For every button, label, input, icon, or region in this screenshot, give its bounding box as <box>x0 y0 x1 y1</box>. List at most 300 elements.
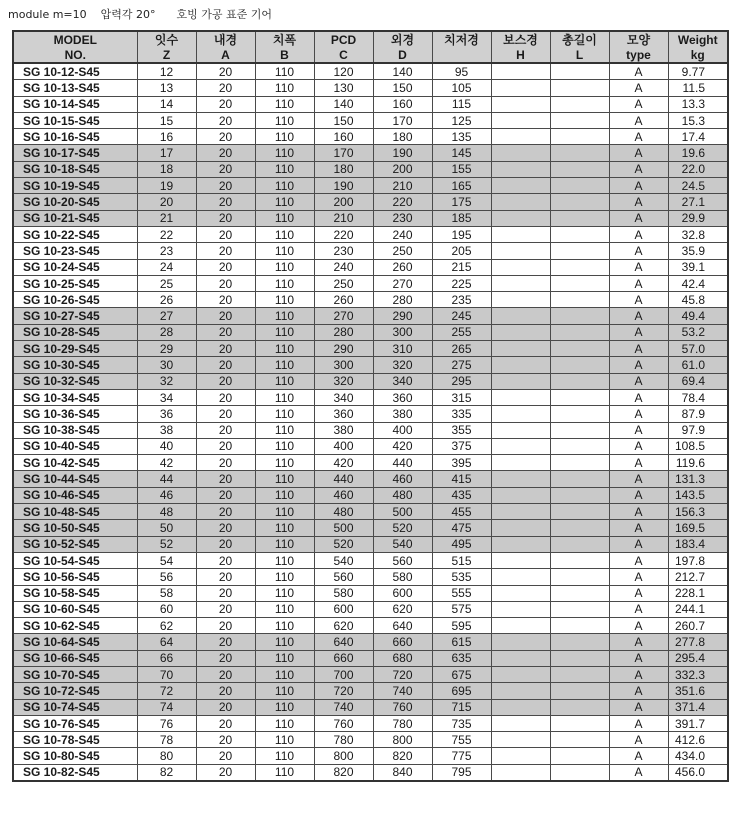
cell-shape: A <box>609 373 668 389</box>
cell-teeth: 13 <box>137 80 196 96</box>
cell-root-diameter: 395 <box>432 455 491 471</box>
cell-shape: A <box>609 699 668 715</box>
cell-model: SG 10-58-S45 <box>13 585 137 601</box>
cell-teeth: 12 <box>137 63 196 80</box>
cell-shape: A <box>609 63 668 80</box>
cell-outer-diameter: 780 <box>373 715 432 731</box>
cell-total-length <box>550 80 609 96</box>
cell-outer-diameter: 140 <box>373 63 432 80</box>
col-header-weight: Weight <box>668 31 728 47</box>
cell-face-width: 110 <box>255 715 314 731</box>
cell-teeth: 58 <box>137 585 196 601</box>
cell-boss-diameter <box>491 292 550 308</box>
cell-weight: 183.4 <box>668 536 728 552</box>
cell-pcd: 740 <box>314 699 373 715</box>
cell-shape: A <box>609 178 668 194</box>
cell-root-diameter: 735 <box>432 715 491 731</box>
cell-face-width: 110 <box>255 699 314 715</box>
cell-pcd: 560 <box>314 569 373 585</box>
cell-outer-diameter: 260 <box>373 259 432 275</box>
cell-total-length <box>550 406 609 422</box>
cell-model: SG 10-24-S45 <box>13 259 137 275</box>
cell-total-length <box>550 520 609 536</box>
table-row <box>13 292 728 308</box>
cell-root-diameter: 555 <box>432 585 491 601</box>
cell-weight: 351.6 <box>668 683 728 699</box>
cell-outer-diameter: 520 <box>373 520 432 536</box>
cell-boss-diameter <box>491 552 550 568</box>
cell-model: SG 10-20-S45 <box>13 194 137 210</box>
cell-bore: 20 <box>196 601 255 617</box>
cell-outer-diameter: 580 <box>373 569 432 585</box>
table-header <box>13 31 728 63</box>
cell-pcd: 180 <box>314 161 373 177</box>
cell-model: SG 10-14-S45 <box>13 96 137 112</box>
cell-teeth: 17 <box>137 145 196 161</box>
cell-teeth: 54 <box>137 552 196 568</box>
cell-shape: A <box>609 210 668 226</box>
table-row <box>13 161 728 177</box>
cell-weight: 22.0 <box>668 161 728 177</box>
table-row <box>13 699 728 715</box>
cell-face-width: 110 <box>255 438 314 454</box>
cell-root-diameter: 245 <box>432 308 491 324</box>
table-row <box>13 275 728 291</box>
cell-root-diameter: 475 <box>432 520 491 536</box>
table-row <box>13 194 728 210</box>
cell-weight: 244.1 <box>668 601 728 617</box>
cell-total-length <box>550 389 609 405</box>
cell-outer-diameter: 320 <box>373 357 432 373</box>
cell-teeth: 52 <box>137 536 196 552</box>
cell-pcd: 320 <box>314 373 373 389</box>
cell-shape: A <box>609 129 668 145</box>
cell-teeth: 20 <box>137 194 196 210</box>
cell-pcd: 440 <box>314 471 373 487</box>
cell-total-length <box>550 112 609 128</box>
cell-pcd: 260 <box>314 292 373 308</box>
cell-total-length <box>550 226 609 242</box>
cell-teeth: 25 <box>137 275 196 291</box>
cell-pcd: 380 <box>314 422 373 438</box>
cell-outer-diameter: 200 <box>373 161 432 177</box>
cell-model: SG 10-25-S45 <box>13 275 137 291</box>
cell-boss-diameter <box>491 357 550 373</box>
table-row <box>13 373 728 389</box>
cell-weight: 24.5 <box>668 178 728 194</box>
cell-model: SG 10-16-S45 <box>13 129 137 145</box>
cell-model: SG 10-62-S45 <box>13 618 137 634</box>
cell-pcd: 230 <box>314 243 373 259</box>
cell-root-diameter: 535 <box>432 569 491 585</box>
cell-weight: 61.0 <box>668 357 728 373</box>
cell-bore: 20 <box>196 618 255 634</box>
cell-total-length <box>550 504 609 520</box>
cell-face-width: 110 <box>255 292 314 308</box>
cell-shape: A <box>609 96 668 112</box>
cell-outer-diameter: 440 <box>373 455 432 471</box>
cell-boss-diameter <box>491 63 550 80</box>
cell-weight: 17.4 <box>668 129 728 145</box>
table-row <box>13 536 728 552</box>
cell-pcd: 520 <box>314 536 373 552</box>
cell-pcd: 270 <box>314 308 373 324</box>
table-row <box>13 259 728 275</box>
cell-model: SG 10-74-S45 <box>13 699 137 715</box>
cell-total-length <box>550 634 609 650</box>
cell-face-width: 110 <box>255 634 314 650</box>
cell-shape: A <box>609 422 668 438</box>
cell-teeth: 19 <box>137 178 196 194</box>
cell-teeth: 44 <box>137 471 196 487</box>
col-subheader-pcd: C <box>314 47 373 63</box>
cell-model: SG 10-18-S45 <box>13 161 137 177</box>
cell-teeth: 28 <box>137 324 196 340</box>
cell-shape: A <box>609 569 668 585</box>
cell-teeth: 40 <box>137 438 196 454</box>
cell-boss-diameter <box>491 308 550 324</box>
cell-teeth: 15 <box>137 112 196 128</box>
cell-pcd: 300 <box>314 357 373 373</box>
cell-model: SG 10-23-S45 <box>13 243 137 259</box>
cell-boss-diameter <box>491 569 550 585</box>
cell-outer-diameter: 540 <box>373 536 432 552</box>
cell-root-diameter: 755 <box>432 732 491 748</box>
cell-boss-diameter <box>491 732 550 748</box>
cell-teeth: 80 <box>137 748 196 764</box>
cell-face-width: 110 <box>255 422 314 438</box>
cell-pcd: 120 <box>314 63 373 80</box>
cell-boss-diameter <box>491 194 550 210</box>
cell-face-width: 110 <box>255 129 314 145</box>
cell-outer-diameter: 210 <box>373 178 432 194</box>
cell-pcd: 360 <box>314 406 373 422</box>
cell-face-width: 110 <box>255 764 314 781</box>
cell-root-diameter: 355 <box>432 422 491 438</box>
cell-boss-diameter <box>491 389 550 405</box>
cell-pcd: 640 <box>314 634 373 650</box>
cell-root-diameter: 235 <box>432 292 491 308</box>
cell-boss-diameter <box>491 618 550 634</box>
cell-boss-diameter <box>491 487 550 503</box>
cell-model: SG 10-78-S45 <box>13 732 137 748</box>
table-row <box>13 634 728 650</box>
cell-root-diameter: 595 <box>432 618 491 634</box>
cell-boss-diameter <box>491 145 550 161</box>
table-row <box>13 650 728 666</box>
cell-bore: 20 <box>196 504 255 520</box>
cell-bore: 20 <box>196 324 255 340</box>
cell-root-diameter: 335 <box>432 406 491 422</box>
cell-total-length <box>550 487 609 503</box>
cell-total-length <box>550 194 609 210</box>
cell-model: SG 10-36-S45 <box>13 406 137 422</box>
table-row <box>13 455 728 471</box>
cell-weight: 97.9 <box>668 422 728 438</box>
cell-boss-diameter <box>491 748 550 764</box>
cell-model: SG 10-21-S45 <box>13 210 137 226</box>
col-subheader-model: NO. <box>13 47 137 63</box>
cell-weight: 197.8 <box>668 552 728 568</box>
cell-face-width: 110 <box>255 601 314 617</box>
cell-model: SG 10-52-S45 <box>13 536 137 552</box>
cell-boss-diameter <box>491 634 550 650</box>
cell-model: SG 10-28-S45 <box>13 324 137 340</box>
cell-model: SG 10-50-S45 <box>13 520 137 536</box>
cell-outer-diameter: 420 <box>373 438 432 454</box>
cell-shape: A <box>609 226 668 242</box>
cell-pcd: 340 <box>314 389 373 405</box>
cell-model: SG 10-26-S45 <box>13 292 137 308</box>
cell-total-length <box>550 259 609 275</box>
cell-weight: 53.2 <box>668 324 728 340</box>
cell-bore: 20 <box>196 194 255 210</box>
col-subheader-shape: type <box>609 47 668 63</box>
cell-face-width: 110 <box>255 618 314 634</box>
cell-weight: 108.5 <box>668 438 728 454</box>
cell-teeth: 66 <box>137 650 196 666</box>
cell-root-diameter: 215 <box>432 259 491 275</box>
cell-model: SG 10-32-S45 <box>13 373 137 389</box>
cell-teeth: 23 <box>137 243 196 259</box>
cell-shape: A <box>609 406 668 422</box>
cell-shape: A <box>609 585 668 601</box>
cell-face-width: 110 <box>255 732 314 748</box>
cell-shape: A <box>609 455 668 471</box>
cell-outer-diameter: 620 <box>373 601 432 617</box>
cell-root-diameter: 145 <box>432 145 491 161</box>
cell-bore: 20 <box>196 715 255 731</box>
cell-total-length <box>550 178 609 194</box>
table-row <box>13 324 728 340</box>
cell-outer-diameter: 250 <box>373 243 432 259</box>
cell-weight: 277.8 <box>668 634 728 650</box>
cell-face-width: 110 <box>255 226 314 242</box>
cell-total-length <box>550 618 609 634</box>
cell-bore: 20 <box>196 96 255 112</box>
cell-total-length <box>550 601 609 617</box>
cell-total-length <box>550 210 609 226</box>
cell-pcd: 190 <box>314 178 373 194</box>
cell-teeth: 22 <box>137 226 196 242</box>
cell-weight: 169.5 <box>668 520 728 536</box>
cell-bore: 20 <box>196 178 255 194</box>
table-row <box>13 422 728 438</box>
cell-outer-diameter: 170 <box>373 112 432 128</box>
table-row <box>13 406 728 422</box>
cell-boss-diameter <box>491 438 550 454</box>
cell-weight: 371.4 <box>668 699 728 715</box>
cell-boss-diameter <box>491 80 550 96</box>
cell-shape: A <box>609 536 668 552</box>
cell-weight: 39.1 <box>668 259 728 275</box>
table-row <box>13 357 728 373</box>
cell-bore: 20 <box>196 585 255 601</box>
cell-total-length <box>550 292 609 308</box>
cell-boss-diameter <box>491 275 550 291</box>
cell-outer-diameter: 240 <box>373 226 432 242</box>
cell-pcd: 420 <box>314 455 373 471</box>
cell-weight: 57.0 <box>668 341 728 357</box>
cell-shape: A <box>609 552 668 568</box>
cell-total-length <box>550 666 609 682</box>
table-row <box>13 129 728 145</box>
cell-weight: 119.6 <box>668 455 728 471</box>
cell-model: SG 10-56-S45 <box>13 569 137 585</box>
cell-root-diameter: 675 <box>432 666 491 682</box>
cell-boss-diameter <box>491 471 550 487</box>
cell-bore: 20 <box>196 63 255 80</box>
cell-total-length <box>550 471 609 487</box>
cell-face-width: 110 <box>255 520 314 536</box>
cell-shape: A <box>609 634 668 650</box>
table-row <box>13 569 728 585</box>
cell-bore: 20 <box>196 275 255 291</box>
cell-weight: 434.0 <box>668 748 728 764</box>
table-row <box>13 601 728 617</box>
cell-face-width: 110 <box>255 308 314 324</box>
cell-outer-diameter: 220 <box>373 194 432 210</box>
cell-teeth: 74 <box>137 699 196 715</box>
cell-root-diameter: 125 <box>432 112 491 128</box>
cell-teeth: 64 <box>137 634 196 650</box>
col-header-model: MODEL <box>13 31 137 47</box>
col-subheader-weight: kg <box>668 47 728 63</box>
cell-teeth: 26 <box>137 292 196 308</box>
cell-face-width: 110 <box>255 683 314 699</box>
table-row <box>13 732 728 748</box>
cell-weight: 13.3 <box>668 96 728 112</box>
cell-total-length <box>550 161 609 177</box>
cell-teeth: 27 <box>137 308 196 324</box>
cell-teeth: 56 <box>137 569 196 585</box>
table-row <box>13 341 728 357</box>
cell-face-width: 110 <box>255 389 314 405</box>
cell-boss-diameter <box>491 112 550 128</box>
cell-face-width: 110 <box>255 650 314 666</box>
cell-weight: 228.1 <box>668 585 728 601</box>
table-row <box>13 308 728 324</box>
cell-face-width: 110 <box>255 194 314 210</box>
cell-root-diameter: 415 <box>432 471 491 487</box>
cell-face-width: 110 <box>255 259 314 275</box>
cell-boss-diameter <box>491 96 550 112</box>
col-subheader-total-length: L <box>550 47 609 63</box>
cell-boss-diameter <box>491 764 550 781</box>
cell-outer-diameter: 600 <box>373 585 432 601</box>
table-row <box>13 80 728 96</box>
col-subheader-root-diameter <box>432 47 491 63</box>
cell-outer-diameter: 460 <box>373 471 432 487</box>
col-header-boss-diameter: 보스경 <box>491 31 550 47</box>
table-row <box>13 618 728 634</box>
cell-root-diameter: 615 <box>432 634 491 650</box>
cell-face-width: 110 <box>255 552 314 568</box>
cell-bore: 20 <box>196 569 255 585</box>
cell-teeth: 48 <box>137 504 196 520</box>
table-row <box>13 243 728 259</box>
cell-root-diameter: 165 <box>432 178 491 194</box>
cell-bore: 20 <box>196 634 255 650</box>
table-body <box>13 63 728 781</box>
cell-root-diameter: 455 <box>432 504 491 520</box>
cell-pcd: 540 <box>314 552 373 568</box>
cell-outer-diameter: 400 <box>373 422 432 438</box>
cell-shape: A <box>609 275 668 291</box>
cell-teeth: 30 <box>137 357 196 373</box>
cell-shape: A <box>609 666 668 682</box>
col-header-outer-diameter: 외경 <box>373 31 432 47</box>
cell-bore: 20 <box>196 422 255 438</box>
cell-outer-diameter: 380 <box>373 406 432 422</box>
col-header-teeth: 잇수 <box>137 31 196 47</box>
cell-outer-diameter: 300 <box>373 324 432 340</box>
cell-outer-diameter: 280 <box>373 292 432 308</box>
cell-root-diameter: 185 <box>432 210 491 226</box>
cell-bore: 20 <box>196 80 255 96</box>
cell-pcd: 200 <box>314 194 373 210</box>
cell-outer-diameter: 800 <box>373 732 432 748</box>
cell-face-width: 110 <box>255 666 314 682</box>
cell-outer-diameter: 500 <box>373 504 432 520</box>
cell-boss-diameter <box>491 455 550 471</box>
cell-shape: A <box>609 732 668 748</box>
gear-spec-table <box>12 30 729 782</box>
cell-weight: 295.4 <box>668 650 728 666</box>
cell-root-diameter: 715 <box>432 699 491 715</box>
table-row <box>13 471 728 487</box>
cell-pcd: 280 <box>314 324 373 340</box>
cell-teeth: 18 <box>137 161 196 177</box>
cell-total-length <box>550 455 609 471</box>
cell-weight: 456.0 <box>668 764 728 781</box>
cell-total-length <box>550 699 609 715</box>
cell-root-diameter: 105 <box>432 80 491 96</box>
cell-weight: 260.7 <box>668 618 728 634</box>
cell-outer-diameter: 820 <box>373 748 432 764</box>
cell-model: SG 10-44-S45 <box>13 471 137 487</box>
cell-weight: 45.8 <box>668 292 728 308</box>
cell-model: SG 10-66-S45 <box>13 650 137 666</box>
cell-shape: A <box>609 308 668 324</box>
cell-teeth: 70 <box>137 666 196 682</box>
cell-root-diameter: 295 <box>432 373 491 389</box>
cell-boss-diameter <box>491 324 550 340</box>
cell-pcd: 660 <box>314 650 373 666</box>
cell-bore: 20 <box>196 406 255 422</box>
cell-face-width: 110 <box>255 243 314 259</box>
cell-model: SG 10-42-S45 <box>13 455 137 471</box>
cell-outer-diameter: 720 <box>373 666 432 682</box>
table-row <box>13 210 728 226</box>
cell-shape: A <box>609 504 668 520</box>
cell-boss-diameter <box>491 699 550 715</box>
cell-model: SG 10-27-S45 <box>13 308 137 324</box>
table-row <box>13 112 728 128</box>
table-row <box>13 63 728 80</box>
cell-shape: A <box>609 80 668 96</box>
col-header-root-diameter: 치저경 <box>432 31 491 47</box>
cell-root-diameter: 575 <box>432 601 491 617</box>
cell-boss-diameter <box>491 129 550 145</box>
cell-model: SG 10-13-S45 <box>13 80 137 96</box>
cell-boss-diameter <box>491 666 550 682</box>
cell-face-width: 110 <box>255 96 314 112</box>
cell-teeth: 24 <box>137 259 196 275</box>
cell-outer-diameter: 190 <box>373 145 432 161</box>
cell-root-diameter: 135 <box>432 129 491 145</box>
cell-teeth: 29 <box>137 341 196 357</box>
